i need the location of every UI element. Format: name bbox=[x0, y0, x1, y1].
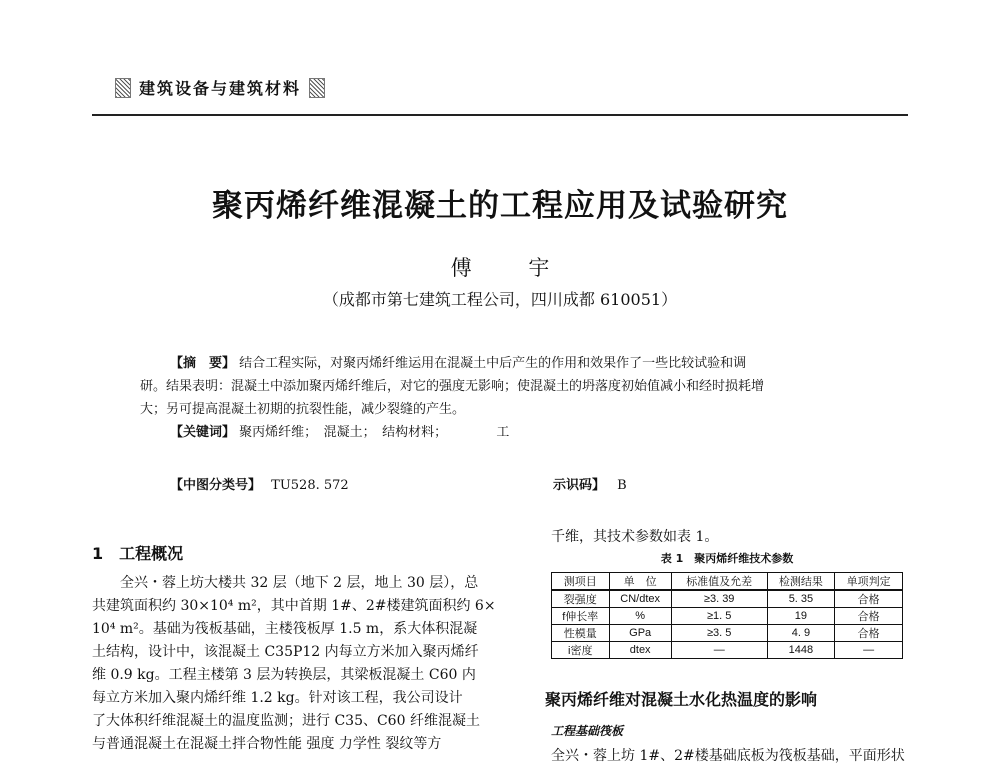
section1-body bbox=[92, 572, 504, 756]
body-line: 土结构，设计中，该混凝土 C35P12 内每立方米加入聚丙烯纤 bbox=[92, 644, 479, 660]
doc-code-line bbox=[553, 474, 627, 497]
body-line: 全兴・蓉上坊大楼共 32 层（地下 2 层，地上 30 层），总 bbox=[120, 575, 479, 591]
right-last-line: 全兴・蓉上坊 1#、2#楼基础底板为筏板基础，平面形状 bbox=[551, 748, 905, 764]
abstract-line-1 bbox=[170, 352, 890, 375]
table-cell: ≥1. 5 bbox=[671, 608, 767, 625]
body-line: 与普通混凝土在混凝土拌合物性能 强度 力学性 裂纹等方 bbox=[92, 736, 442, 752]
table-cell: 19 bbox=[767, 608, 835, 625]
table-row bbox=[552, 590, 903, 608]
right-intro: 千维，其技术参数如表 1。 bbox=[551, 529, 719, 545]
keywords-extra: 工 bbox=[496, 425, 510, 440]
table-cell: 5. 35 bbox=[767, 590, 835, 608]
table-cell: CN/dtex bbox=[609, 590, 671, 608]
table-row bbox=[552, 642, 903, 659]
table-cell: 合格 bbox=[835, 590, 903, 608]
running-header bbox=[115, 76, 325, 99]
table-cell: f伸长率 bbox=[552, 608, 610, 625]
doc-code-label: 示识码】 bbox=[553, 478, 606, 493]
table-header-row bbox=[552, 573, 903, 591]
table-cell: ≥3. 5 bbox=[671, 625, 767, 642]
table-header-cell: 测项目 bbox=[552, 573, 610, 591]
table-cell: i密度 bbox=[552, 642, 610, 659]
table-cell: ≥3. 39 bbox=[671, 590, 767, 608]
header-rule bbox=[92, 114, 908, 116]
table-cell: % bbox=[609, 608, 671, 625]
body-line: 10⁴ m²。基础为筏板基础，主楼筏板厚 1.5 m，系大体积混凝 bbox=[92, 621, 478, 637]
fiber-parameter-table bbox=[551, 572, 903, 659]
table-header-cell: 单 位 bbox=[609, 573, 671, 591]
body-line: 了大体积纤维混凝土的温度监测；进行 C35、C60 纤维混凝土 bbox=[92, 713, 480, 729]
table-cell: — bbox=[671, 642, 767, 659]
section2-heading: 聚丙烯纤维对混凝土水化热温度的影响 bbox=[545, 690, 818, 709]
author-name: 傅 宇 bbox=[450, 256, 550, 280]
table-header-cell: 标准值及允差 bbox=[671, 573, 767, 591]
table-cell: 性模量 bbox=[552, 625, 610, 642]
table-row bbox=[552, 608, 903, 625]
abstract-text-1: 结合工程实际，对聚丙烯纤维运用在混凝土中后产生的作用和效果作了一些比较试验和调 bbox=[239, 356, 747, 371]
classification-value: TU528. 572 bbox=[271, 478, 349, 493]
article-title: 聚丙烯纤维混凝土的工程应用及试验研究 bbox=[212, 188, 788, 224]
author-affiliation: （成都市第七建筑工程公司，四川成都 610051） bbox=[322, 290, 678, 309]
body-line: 维 0.9 kg。工程主楼第 3 层为转换层，其梁板混凝土 C60 内 bbox=[92, 667, 476, 683]
header-ornament-right-icon bbox=[309, 78, 325, 98]
table-cell: 合格 bbox=[835, 608, 903, 625]
abstract-line-2: 研。结果表明：混凝土中添加聚丙烯纤维后，对它的强度无影响；使混凝土的坍落度初始值减小和经时损耗增 bbox=[140, 379, 765, 394]
table-cell: GPa bbox=[609, 625, 671, 642]
table-header-cell: 单项判定 bbox=[835, 573, 903, 591]
table-cell: 4. 9 bbox=[767, 625, 835, 642]
table-row bbox=[552, 625, 903, 642]
header-ornament-left-icon bbox=[115, 78, 131, 98]
classification-label: 【中图分类号】 bbox=[170, 478, 262, 493]
classification-line bbox=[170, 474, 349, 497]
table-caption: 表 1 聚丙烯纤维技术参数 bbox=[660, 552, 794, 565]
keywords-label: 【关键词】 bbox=[170, 425, 236, 440]
abstract-label: 【摘 要】 bbox=[170, 356, 236, 371]
subsection-heading: 工程基础筏板 bbox=[551, 724, 624, 738]
section1-heading: 1 工程概况 bbox=[92, 544, 184, 563]
table-cell: 1448 bbox=[767, 642, 835, 659]
table-cell: 合格 bbox=[835, 625, 903, 642]
abstract-line-3: 大；另可提高混凝土初期的抗裂性能，减少裂缝的产生。 bbox=[140, 402, 466, 417]
doc-code-value: B bbox=[617, 478, 627, 493]
table-header-cell: 检测结果 bbox=[767, 573, 835, 591]
body-line: 共建筑面积约 30×10⁴ m²，其中首期 1#、2#楼建筑面积约 6× bbox=[92, 598, 496, 614]
body-line: 每立方米加入聚内烯纤维 1.2 kg。针对该工程，我公司设计 bbox=[92, 690, 463, 706]
keywords-text: 聚丙烯纤维； 混凝土； 结构材料； bbox=[239, 425, 448, 440]
table-cell: 裂强度 bbox=[552, 590, 610, 608]
keywords-line bbox=[170, 421, 890, 444]
table-cell: — bbox=[835, 642, 903, 659]
header-text: 建筑设备与建筑材料 bbox=[139, 79, 302, 98]
table-cell: dtex bbox=[609, 642, 671, 659]
